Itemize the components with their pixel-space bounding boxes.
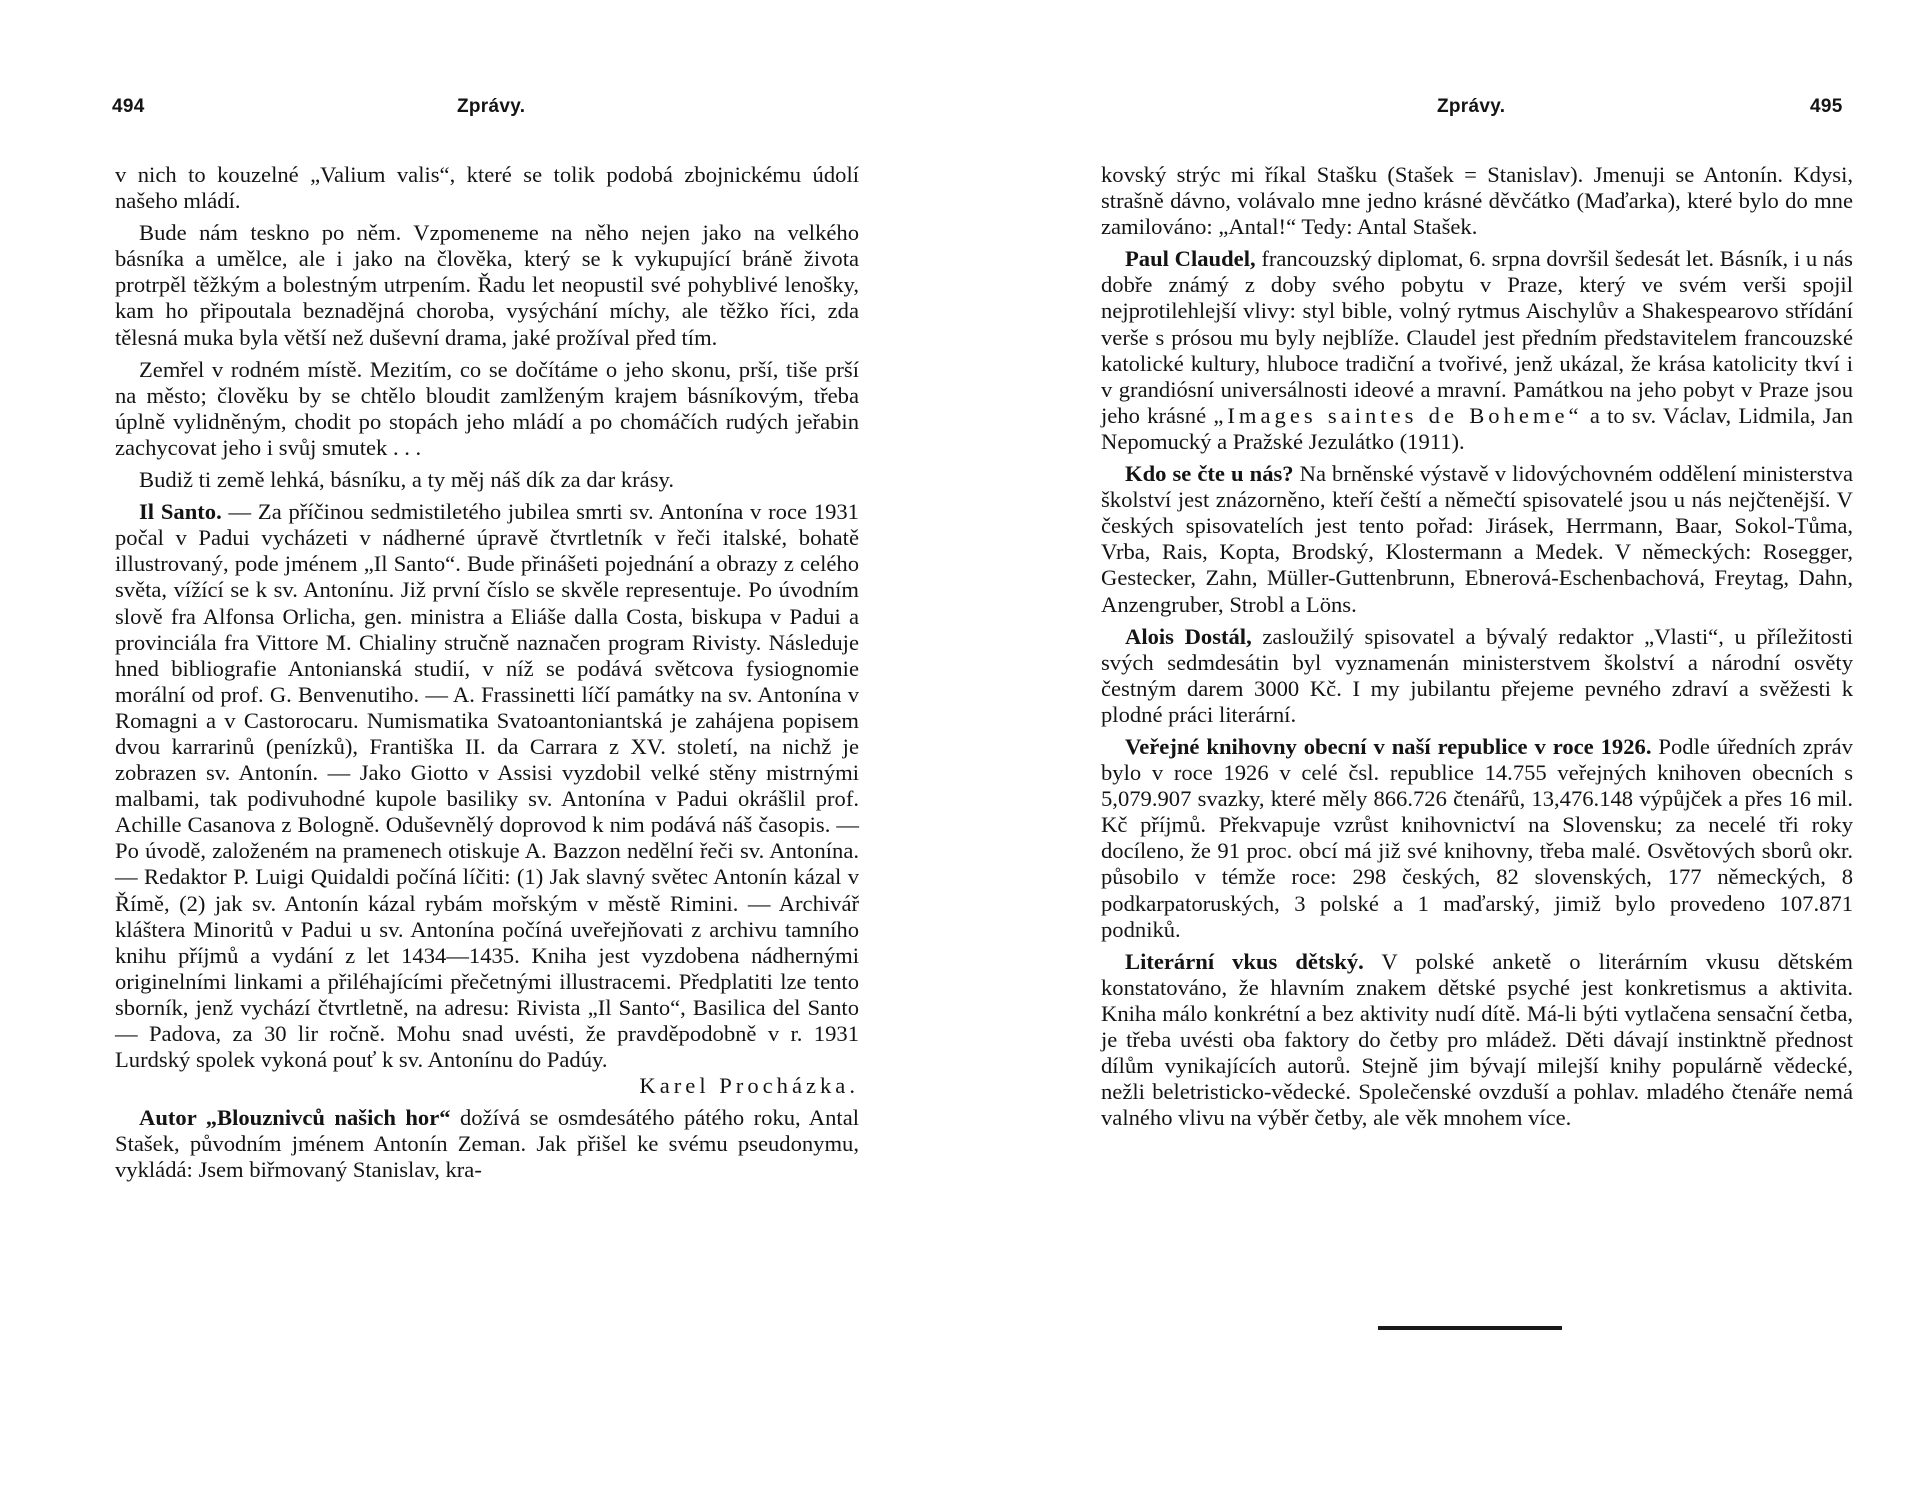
paragraph-text: Zemřel v rodném místě. Mezitím, co se dočítáme o jeho skonu, prší, tiše prší na město; člověku by se chtělo bloudit zamlženým krajem básníkovým, třeba úplně vylidněným, chodit po stopách jeho mládí a po chomáčích rudých jeřabin zachycovat jeho i svůj smutek . . .	[115, 356, 859, 460]
book-title: „Images saintes de Boheme“	[1213, 402, 1583, 428]
news-item-dostal	[1101, 624, 1853, 728]
item-text: — Za příčinou sedmistiletého jubilea smrti sv. Antonína v roce 1931 počal v Padui vycházeti v nádherné úpravě čtvrtletník v řeči italské, bohatě illustrovaný, pode jménem „Il Santo“. Bude přinášeti pojednání a obrazy z celého světa, vížící se k sv. Antonínu. Již první číslo se skvěle representuje. Po úvodním slově fra Alfonsa Orlicha, gen. ministra a Eliáše dalla Costa, biskupa v Padui a provinciála fra Vittore M. Chialiny stručně naznačen program Rivisty. Následuje hned bibliografie Antonianská studií, v níž se podává světcova fysiognomie morální od prof. G. Benvenutiho. — A. Frassinetti líčí památky na sv. Antonína v Romagni a v Castorocaru. Numismatika Svatoantoniantská je zahájena popisem dvou karrarinů (penízků), Františka II. da Carrara z XV. století, na nichž je zobrazen sv. Antonín. — Jako Giotto v Assisi vyzdobil velké stěny mistrnými malbami, tak podivuhodné kupole basiliky sv. Antonína v Padui okrášlil prof. Achille Casanova z Bologně. Oduševnělý doprovod k nim podává náš časopis. — Po úvodě, založeném na pramenech otiskuje A. Bazzon nedělní řeči sv. Antonína. — Redaktor P. Luigi Quidaldi počíná líčiti: (1) Jak slavný světec Antonín kázal v Římě, (2) jak sv. Antonín kázal rybám mořským v městě Rimini. — Archivář kláštera Minoritů v Padui u sv. Antonína počíná uveřejňovati z archivu tamního knihu příjmů a vydání z let 1434—1435. Kniha jest vyzdobena nádhernými originelními linkami a přiléhajícími přečetnými illustracemi. Předplatiti lze tento sborník, jenž vychází čtvrtletně, na adresu: Rivista „Il Santo“, Basilica del Santo — Padova, za 30 lir ročně. Mohu snad uvésti, že pravděpodobně v r. 1931 Lurdský spolek vykoná pouť k sv. Antonínu do Padúy.	[115, 499, 859, 1073]
item-text: Na brněnské výstavě v lidovýchovném oddělení ministerstva školství jest znázorněno, kteří čeští a němečtí spisovatelé jsou u nás nejčtenější. V českých spisovatelích jest tento pořad: Jirásek, Herrmann, Baar, Sokol-Tůma, Vrba, Rais, Kopta, Brodský, Klostermann a Medek. V německých: Rosegger, Gestecker, Zahn, Müller-Guttenbrunn, Ebnerová-Eschenbachová, Freytag, Dahn, Anzengruber, Strobl a Löns.	[1101, 461, 1854, 617]
item-title: Autor „Blouznivců našich hor“	[139, 1105, 451, 1131]
item-text: dožívá se osmdesátého pátého roku, Antal Stašek, původním jménem Antonín Zeman. Jak přišel ke svému pseudonymu, vykládá: Jsem biřmovaný Stanislav, kra-	[115, 1105, 860, 1183]
news-item-readers	[1101, 461, 1853, 618]
end-rule	[1378, 1326, 1562, 1330]
paragraph	[115, 357, 859, 461]
paragraph	[1101, 162, 1853, 240]
paragraph-text: v nich to kouzelné „Valium valis“, které se tolik podobá zbojnickému údolí našeho mládí.	[115, 162, 859, 214]
item-text: V polské anketě o literárním vkusu dětském konstatováno, že hlavním znakem dětské psyché jest konkretismus a aktivita. Kniha málo konkrétní a bez aktivity nudí dítě. Má-li býti vytlačena sensační četba, je třeba uvésti oba faktory do četby pro mládež. Děti dávají instinktně přednost dílům vynikajících autorů. Stejně jim bývají milejší knihy populárně vědecké, nežli beletristicko-vědecké. Společenské ovzduší a pohlav. mladého čtenáře nemá valného vlivu na výběr četby, ale věk mnohem více.	[1101, 948, 1853, 1131]
right-page	[966, 0, 1932, 1500]
left-text-column	[115, 162, 859, 1190]
paragraph	[115, 467, 859, 493]
item-title: Il Santo.	[139, 499, 222, 525]
item-title: Paul Claudel,	[1125, 246, 1256, 272]
news-item-literary-taste	[1101, 949, 1853, 1132]
paragraph-text: Budiž ti země lehká, básníku, a ty měj náš dík za dar krásy.	[139, 467, 674, 493]
right-text-column	[1101, 162, 1853, 1137]
item-title: Literární vkus dětský.	[1125, 948, 1364, 974]
paragraph	[115, 220, 859, 350]
item-text: francouzský diplomat, 6. srpna dovršil šedesát let. Básník, i u nás dobře známý z doby svého pobytu v Praze, který ve svém verši spojil nejprotilehlejší vlivy: styl bible, volný rytmus Aischylův a Shakespearovo střídání verše s prósou mu byly nejblíže. Claudel jest předním představitelem francouzské katolické kultury, hluboce tradiční a tvořivé, jenž ukázal, že krása katolicity tkví i v grandiósní universálnosti ideové a mravní. Památkou na jeho pobyt v Praze jsou jeho krásné	[1101, 246, 1853, 428]
page-number: 495	[1810, 96, 1843, 117]
news-item-libraries	[1101, 734, 1853, 943]
paragraph-text: kovský strýc mi říkal Stašku (Stašek = Stanislav). Jmenuji se Antonín. Kdysi, strašně dávno, volávalo mne jedno krásné děvčátko (Maďarka), které bylo do mne zamilováno: „Antal!“ Tedy: Antal Stašek.	[1101, 162, 1853, 240]
item-text: Podle úředních zpráv bylo v roce 1926 v celé čsl. republice 14.755 veřejných knihoven obecních s 5,079.907 svazky, které měly 866.726 čtenářů, 13,476.148 výpůjček a přes 16 mil. Kč příjmů. Překvapuje vzrůst knihovnictví na Slovensku; za necelé tři roky docíleno, že 91 proc. obcí má již své knihovny, třeba malé. Osvětových sborů okr. působilo v témže roce: 298 českých, 82 slovenských, 177 německých, 8 podkarpatoruských, 3 polské a 1 maďarský, jimiž bylo provedeno 107.871 podniků.	[1101, 733, 1853, 942]
item-text: zasloužilý spisovatel a bývalý redaktor „Vlasti“, u příležitosti svých sedmdesátin byl vyznamenán ministerstvem školství a národní osvěty čestným darem 3000 Kč. I my jubilantu přejeme pevného zdraví a svěžesti k plodné práci literární.	[1101, 623, 1854, 727]
news-item-stasek	[115, 1105, 859, 1183]
news-item-claudel	[1101, 246, 1853, 455]
paragraph	[115, 162, 859, 214]
paragraph-text: Bude nám teskno po něm. Vzpomeneme na něho nejen jako na velkého básníka a umělce, ale i jako na člověka, který se k vykupující bráně života protrpěl těžkým a bolestným utrpením. Řadu let neopustil své pohyblivé lenošky, kam ho připoutala beznadějná choroba, vysýchání míchy, ale těžko říci, zda tělesná muka byla větší než duševní drama, jaké prožíval před tím.	[115, 220, 859, 350]
item-title: Alois Dostál,	[1125, 623, 1252, 649]
running-head: Zprávy.	[1437, 96, 1506, 117]
author-signature: Karel Procházka.	[639, 1073, 859, 1099]
news-item-il-santo	[115, 499, 859, 1099]
running-head: Zprávy.	[457, 96, 526, 117]
page-number: 494	[112, 96, 145, 117]
item-text: a to sv. Václav, Lidmila, Jan Nepomucký a Pražské Jezulátko (1911).	[1101, 402, 1854, 454]
item-title: Veřejné knihovny obecní v naší republice v roce 1926.	[1125, 733, 1652, 759]
item-title: Kdo se čte u nás?	[1125, 461, 1294, 487]
